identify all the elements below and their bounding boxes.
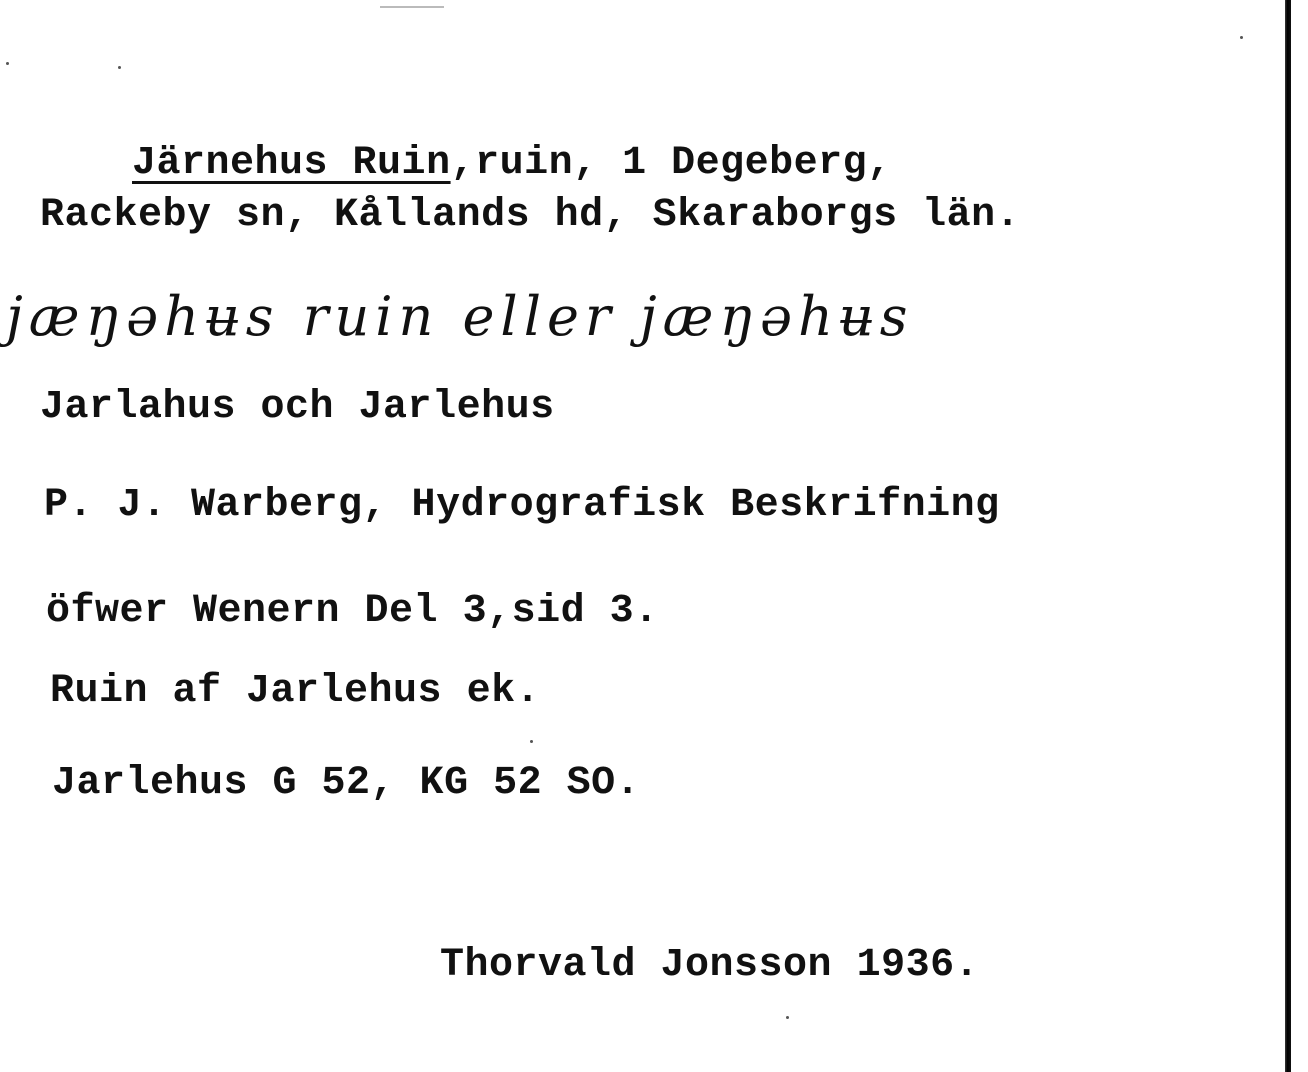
- scan-speck: [530, 740, 533, 743]
- handwritten-pronunciation: jæŋəhʉs ruin eller jæŋəhʉs: [6, 285, 914, 348]
- scan-speck: [1240, 36, 1243, 39]
- parish-line: Rackeby sn, Kållands hd, Skaraborgs län.: [40, 193, 1021, 238]
- card-right-edge: [1285, 0, 1291, 1072]
- scan-speck: [6, 62, 9, 65]
- signature-line: Thorvald Jonsson 1936.: [440, 943, 980, 988]
- scan-speck: [786, 1016, 789, 1019]
- source-line-2: öfwer Wenern Del 3,sid 3.: [46, 589, 659, 634]
- map-reference-line: Jarlehus G 52, KG 52 SO.: [52, 761, 641, 806]
- scan-speck: [118, 66, 121, 69]
- source-line-1: P. J. Warberg, Hydrografisk Beskrifning: [44, 483, 1000, 528]
- place-name: Järnehus Ruin: [132, 141, 451, 186]
- top-scan-mark: [380, 6, 444, 8]
- heading-details: ,ruin, 1 Degeberg,: [450, 141, 892, 186]
- variants-line: Jarlahus och Jarlehus: [40, 385, 555, 430]
- ruin-line: Ruin af Jarlehus ek.: [50, 669, 541, 714]
